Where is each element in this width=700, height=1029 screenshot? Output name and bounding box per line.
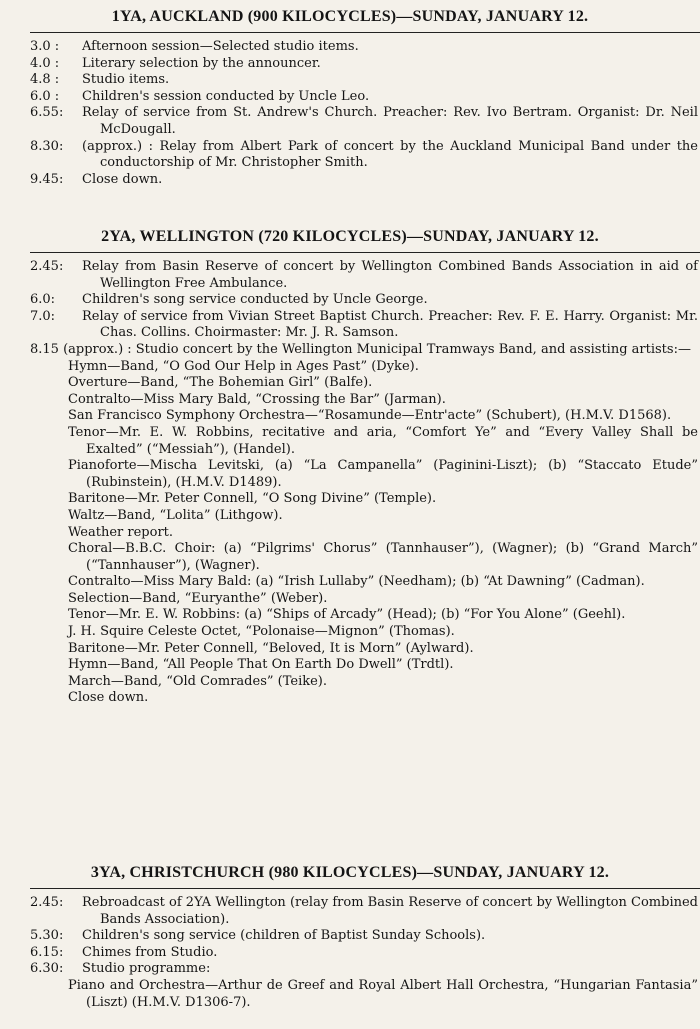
item-time: 6.55: [30, 105, 64, 121]
item-time: 9.45: [30, 171, 64, 187]
programme-item [0, 928, 700, 945]
programme-item [0, 172, 700, 189]
programme-item [0, 961, 700, 978]
concert-item: Baritone—Mr. Peter Connell, “O Song Divine” (Temple). [68, 491, 437, 507]
item-time: 6.30: [30, 961, 64, 977]
item-time: 6.0: [30, 292, 56, 308]
item-text [30, 342, 698, 359]
concert-item: Contralto—Miss Mary Bald, “Crossing the Bar” (Jarman). [68, 391, 446, 407]
concert-item: Close down. [68, 690, 149, 706]
item-text: Children's session conducted by Uncle Leo. [82, 88, 370, 104]
programme-item [0, 309, 700, 342]
divider [30, 888, 700, 889]
item-time: 6.0 : [30, 88, 60, 104]
programme-item [0, 89, 700, 106]
section-2ya-wellington [0, 226, 700, 707]
item-text-body: (approx.) : Studio concert by the Wellington Municipal Tramways Band, and assisting artists:— [63, 341, 691, 357]
item-time: 8.15 [30, 341, 59, 357]
concert-item: Waltz—Band, “Lolita” (Lithgow). [68, 507, 283, 523]
section-1ya-auckland [0, 6, 700, 188]
item-time: 7.0: [30, 308, 56, 324]
concert-item: Tenor—Mr. E. W. Robbins, recitative and aria, “Comfort Ye” and “Every Valley Shall be Exalted” (“Messiah”), (Handel). [68, 424, 698, 457]
programme-item [0, 945, 700, 962]
item-text: Afternoon session—Selected studio items. [82, 39, 359, 54]
concert-item: Choral—B.B.C. Choir: (a) “Pilgrims' Chorus” (Tannhauser”), (Wagner); (b) “Grand March” (“Tannhauser”), (Wagner). [68, 541, 698, 573]
item-time: 4.0 : [30, 55, 60, 71]
section-heading: 2YA, WELLINGTON (720 KILOCYCLES)—SUNDAY, JANUARY 12. [101, 228, 599, 245]
concert-item: Baritone—Mr. Peter Connell, “Beloved, It is Morn” (Aylward). [68, 640, 474, 656]
item-text: Relay of service from Vivian Street Baptist Church. Preacher: Rev. F. E. Harry. Organist: Mr. Chas. Collins. Choirmaster: Mr. J. R. Samson. [82, 308, 698, 341]
programme-item [0, 139, 700, 172]
item-text: Children's song service conducted by Uncle George. [82, 292, 428, 308]
concert-item: Overture—Band, “The Bohemian Girl” (Balfe). [68, 375, 373, 391]
section-heading: 3YA, CHRISTCHURCH (980 KILOCYCLES)—SUNDAY, JANUARY 12. [90, 864, 610, 881]
item-text: Relay from Basin Reserve of concert by Wellington Combined Bands Association in aid of Wellington Free Ambulance. [82, 259, 698, 291]
item-time: 2.45: [30, 259, 64, 274]
programme-item [0, 56, 700, 73]
item-text: Studio programme: [82, 961, 211, 977]
programme-item [0, 895, 700, 928]
item-text: Close down. [82, 171, 163, 187]
concert-item: Hymn—Band, “All People That On Earth Do Dwell” (Trdtl). [68, 657, 454, 673]
concert-item: March—Band, “Old Comrades” (Teike). [68, 673, 327, 689]
item-time: 6.15: [30, 944, 64, 960]
concert-item: J. H. Squire Celeste Octet, “Polonaise—Mignon” (Thomas). [68, 624, 455, 640]
programme-item [0, 105, 700, 138]
item-text: Children's song service (children of Baptist Sunday Schools). [82, 928, 486, 944]
concert-item: Pianoforte—Mischa Levitski, (a) “La Campanella” (Paginini-Liszt); (b) “Staccato Etude” (Rubinstein), (H.M.V. D1489). [68, 458, 698, 490]
item-text: Rebroadcast of 2YA Wellington (relay from Basin Reserve of concert by Wellington Combined Bands Association). [82, 895, 698, 927]
item-text: Relay of service from St. Andrew's Church. Preacher: Rev. Ivo Bertram. Organist: Dr. Neil McDougall. [82, 105, 698, 137]
item-time: 3.0 : [30, 39, 60, 54]
section-3ya-christchurch [0, 862, 700, 1011]
item-time: 4.8 : [30, 72, 60, 88]
concert-item: Piano and Orchestra—Arthur de Greef and Royal Albert Hall Orchestra, “Hungarian Fantasia” (Liszt) (H.M.V. D1306-7). [68, 977, 698, 1010]
item-time: 8.30: [30, 138, 64, 154]
programme-item [0, 259, 700, 292]
concert-item: Tenor—Mr. E. W. Robbins: (a) “Ships of Arcady” (Head); (b) “For You Alone” (Geehl). [68, 607, 626, 623]
item-text: Chimes from Studio. [82, 944, 218, 960]
item-time: 5.30: [30, 928, 64, 944]
item-text: (approx.) : Relay from Albert Park of concert by the Auckland Municipal Band under the conductorship of Mr. Christopher Smith. [82, 138, 698, 171]
section-heading: 1YA, AUCKLAND (900 KILOCYCLES)—SUNDAY, JANUARY 12. [111, 8, 589, 25]
programme-item [0, 292, 700, 309]
programme-item [0, 39, 700, 56]
concert-item: Contralto—Miss Mary Bald: (a) “Irish Lullaby” (Needham); (b) “At Dawning” (Cadman). [68, 574, 645, 590]
concert-item: Selection—Band, “Euryanthe” (Weber). [68, 590, 328, 606]
divider [30, 32, 700, 33]
programme-item [0, 72, 700, 89]
item-text: Studio items. [82, 72, 170, 88]
programme-item [0, 342, 700, 359]
concert-item: San Francisco Symphony Orchestra—“Rosamunde—Entr'acte” (Schubert), (H.M.V. D1568). [68, 408, 672, 424]
item-time: 2.45: [30, 895, 64, 910]
item-text: Literary selection by the announcer. [82, 55, 321, 71]
divider [30, 252, 700, 253]
concert-item: Weather report. [68, 524, 174, 540]
concert-item: Hymn—Band, “O God Our Help in Ages Past” (Dyke). [68, 358, 419, 374]
